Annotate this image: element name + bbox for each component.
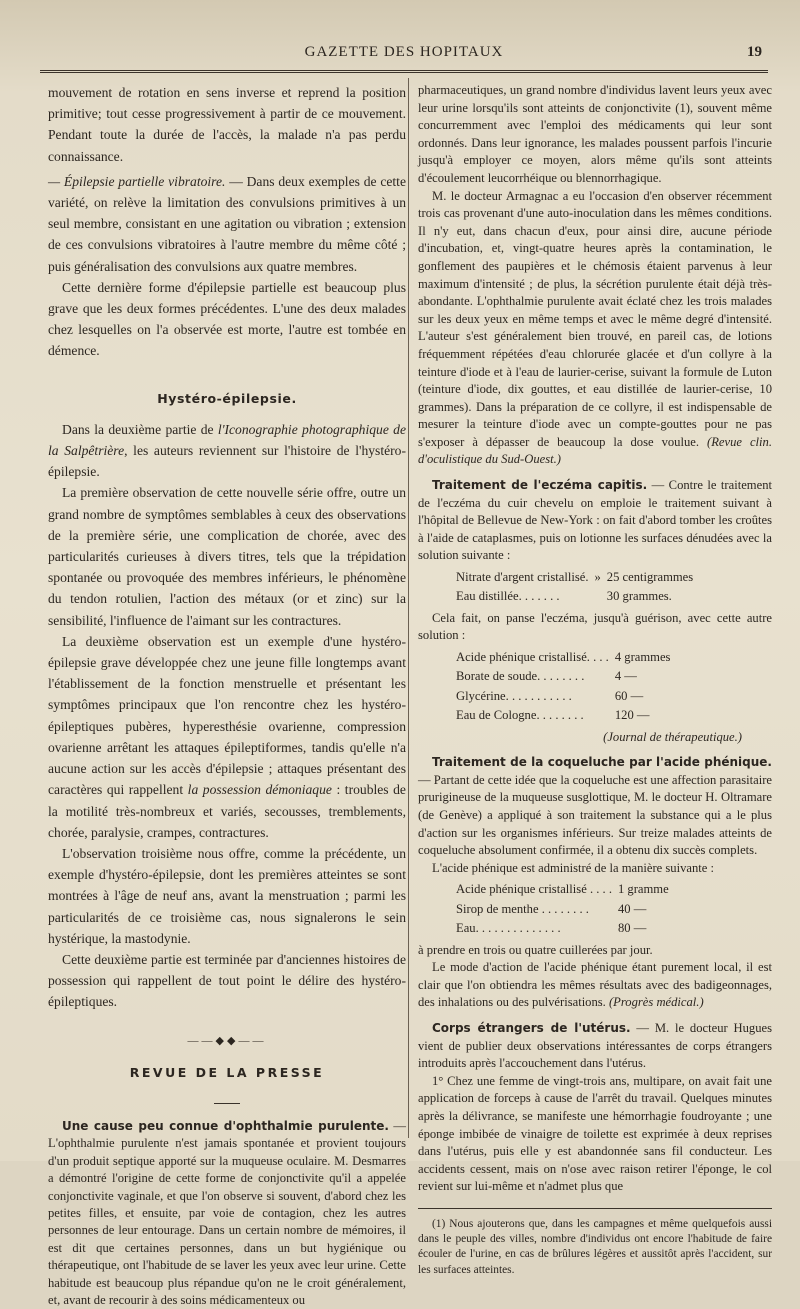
paragraph	[418, 477, 772, 565]
article-lead: Corps étrangers de l'utérus.	[432, 1021, 631, 1035]
formula-ingredient: Sirop de menthe . . . . . . . .	[456, 901, 589, 916]
formula-quantity: 40 —	[617, 901, 647, 916]
formula-ingredient: Eau. . . . . . . . . . . . . .	[456, 921, 561, 936]
paragraph	[48, 1118, 406, 1309]
formula-row	[456, 920, 673, 937]
paragraph-body: — Dans deux exemples de cette variété, on relève la limitation des convulsions primitives à un seul membre, consistant en une agitation ou vibration ; extension de ces convulsions vibratoires à l'autre membre du même côté ; puis généralisation des convulsions aux quatre membres.	[48, 173, 406, 274]
source-citation: (Progrès médical.)	[608, 995, 704, 1010]
formula-ingredient: Nitrate d'argent cristallisé.	[456, 570, 589, 585]
formula-ingredient: Acide phénique cristallisé . . . .	[456, 882, 612, 897]
formula-quantity: 25 centigrammes	[606, 570, 694, 585]
paragraph: à prendre en trois ou quatre cuillerées par jour.	[418, 942, 653, 957]
text-run: M. le docteur Armagnac a eu l'occasion d'en observer récemment trois cas provenant d'une auto-inoculation dans les mêmes conditions. Il n'y eut, dans chacun d'eux, pour ainsi dire, aucune période d'incubation, et, vingt-quatre heures après la contamination, le gonflement des paupières et le chémosis étaient parvenus à leur maximum d'intensité ; de plus, la sécrétion purulente était déjà très-abondante. L'ophthalmie purulente avait éclaté chez les trois malades sur les deux yeux en même temps et avec le même degré d'intensité. L'auteur s'est généralement bien trouvé, en pareil cas, de lotions fréquemment répétées d'eau chlorurée glacée et d'un collyre à la teinture d'iode et à l'eau de laurier-cerise, suivant la formule de Luton (teinture d'iode, dix gouttes, et eau distillée de laurier-cerise, 10 grammes). Dans la préparation de ce collyre, il est indispensable de mesurer la teinture d'iode avec un compte-gouttes pour ne pas s'exposer à dépasser de beaucoup la dose voulue.	[418, 188, 772, 449]
paragraph-body: — M. le docteur Hugues vient de publier deux observations intéressantes de corps étrangers introduits après l'accouchement dans l'utérus.	[418, 1021, 772, 1071]
formula-table	[454, 647, 676, 727]
formula-quantity: 4 —	[614, 669, 637, 684]
footnote: (1) Nous ajouterons que, dans les campagnes et même quelquefois aussi dans le peuple des villes, nombre d'individus ont encore l'habitude de faire écouler de l'urine, en cas de brûlures légères et aussitôt après l'accident, sur les surfaces atteintes.	[418, 1217, 772, 1276]
formula-row	[456, 649, 674, 666]
section-heading: REVUE DE LA PRESSE	[129, 1064, 325, 1080]
column-divider	[408, 78, 409, 1138]
text-run: Le mode d'action de l'acide phénique étant purement local, il est clair que l'on obtiendra les mêmes résultats avec des badigeonnages, des inhalations ou des pulvérisations.	[418, 960, 772, 1010]
text-run: La deuxième observation est un exemple d'une hystéro-épilepsie grave développée chez une jeune fille longtemps avant l'établissement de la fonction menstruelle et présentant les symptômes principaux que l'on rencontre chez les hystéro-épileptiques pubères, hyperesthésie ovarienne, compression ovarienne arrêtant les attaques épileptiformes, tandis qu'elle n'a aucune action sur les accès d'épilepsie ; attaques présentant des caractères qui rappellent	[48, 633, 406, 798]
italic-phrase: la possession démoniaque	[187, 782, 332, 798]
article-lead: Traitement de la coqueluche par l'acide phénique.	[432, 755, 772, 770]
left-column	[48, 82, 406, 1309]
paragraph	[418, 188, 772, 470]
section-heading: Hystéro-épilepsie.	[157, 390, 297, 406]
formula-row	[456, 707, 674, 724]
paragraph-title: — Épilepsie partielle vibratoire.	[48, 173, 226, 189]
formula-quantity: 1 gramme	[617, 882, 669, 897]
formula-quantity: 80 —	[617, 921, 647, 936]
paragraph	[418, 959, 772, 1012]
formula-row	[456, 668, 674, 685]
formula-separator	[594, 588, 604, 605]
paragraph: La première observation de cette nouvelle série offre, outre un grand nombre de symptômes semblables à ceux des observations de la première série, une complication de chorée, avec des particularités curieuses à divers titres, tels que la trépidation spontanée ou provoquée des membres inférieurs, le phénomène du tendon rotulien, l'action des métaux (or et zinc) sur la sensibilité, l'influence de l'aimant sur les contractures.	[48, 485, 406, 628]
formula-row	[456, 688, 674, 705]
formula-ingredient: Eau de Cologne. . . . . . . .	[456, 708, 584, 723]
paragraph: Cela fait, on panse l'eczéma, jusqu'à guérison, avec cette autre solution :	[418, 610, 772, 643]
formula-table	[454, 879, 675, 939]
formula-ingredient: Acide phénique cristallisé. . . .	[456, 650, 609, 665]
paragraph: L'acide phénique est administré de la manière suivante :	[432, 860, 715, 875]
paragraph-body: — L'ophthalmie purulente n'est jamais spontanée et provient toujours d'un produit septique apporté sur la muqueuse oculaire. M. Desmarres a démontré l'origine de cette forme de conjonctivite qu'il a appelée conjonctivite vaginale, et que l'on observe si souvent, d'abord chez les petites filles, et ensuite, par voie de contagion, chez les autres personnes de leur entourage. Dans un certain nombre de mémoires, il est dit que certaines personnes, dans un but hygiénique ou thérapeutique, ont l'habitude de se laver les yeux avec leur urine. Cette habitude est beaucoup plus répandue qu'on ne le croit généralement, et, avant de recourir à des soins médicamenteux ou	[48, 1118, 406, 1307]
article-lead: Traitement de l'eczéma capitis.	[432, 478, 648, 493]
paragraph: L'observation troisième nous offre, comme la précédente, un exemple d'hystéro-épilepsie, dont les premières atteintes se sont montrées à l'âge de neuf ans, avant la menstruation ; parmi les particularités de ce troisième cas, nous signalerons le sein hystérique, la mastodynie.	[48, 845, 406, 946]
journal-title: GAZETTE DES HOPITAUX	[304, 44, 504, 60]
formula-ingredient: Glycérine. . . . . . . . . . .	[456, 688, 572, 703]
source-citation: (Revue clin. d'oculistique du Sud-Ouest.)	[418, 434, 772, 467]
paragraph-body: — Contre le traitement de l'eczéma du cuir chevelu on emploie le traitement suivant à l'hôpital de Bellevue de New-York : on fait d'abord tomber les croûtes à l'aide de cataplasmes, puis on lotionne les surfaces dénudées avec la solution suivante :	[418, 478, 772, 563]
right-column	[418, 82, 772, 1278]
formula-quantity: 4 grammes	[614, 650, 671, 665]
formula-row	[456, 569, 697, 586]
text-run: , les auteurs reviennent sur l'histoire de l'hystéro-épilepsie.	[48, 443, 406, 480]
paragraph	[418, 1020, 772, 1073]
formula-quantity: 30 grammes.	[606, 589, 672, 604]
formula-row	[456, 901, 673, 918]
paragraph	[48, 631, 406, 843]
paragraph: pharmaceutiques, un grand nombre d'individus lavent leurs yeux avec leur urine lorsqu'ils sont atteints de conjonctivite (1), souvent même concurremment avec l'emploi des médicaments qui leur sont ordonnés. Dans leur ignorance, les malades poussent parfois l'incurie jusqu'à employer ce moyen, alors même qu'ils sont atteints d'écoulement leucorrhéique ou blennorrhagique.	[418, 83, 772, 185]
header-rule	[40, 70, 768, 73]
text-run: : troubles de la motilité très-nombreux et variés, secousses, tremblements, chorée, paralysie, crampes, contractures.	[48, 782, 406, 840]
formula-ingredient: Eau distillée. . . . . . .	[456, 589, 560, 604]
ornament-divider: ——◆◆——	[187, 1034, 267, 1047]
formula-separator: »	[594, 570, 601, 585]
text-run: Dans la deuxième partie de	[62, 421, 218, 437]
page-number: 19	[747, 44, 762, 60]
footnote-rule	[418, 1208, 772, 1209]
formula-row	[456, 588, 697, 605]
article-lead: Une cause peu connue d'ophthalmie purulente.	[62, 1118, 389, 1133]
paragraph: Cette deuxième partie est terminée par d'anciennes histoires de possession qui rappellent de tout point le délire des hystéro-épileptiques.	[48, 951, 406, 1010]
formula-ingredient: Borate de soude. . . . . . . .	[456, 669, 585, 684]
paragraph	[418, 754, 772, 860]
page-header	[40, 44, 768, 68]
source-citation: (Journal de thérapeutique.)	[603, 729, 742, 744]
paragraph	[48, 171, 406, 277]
paragraph: Cette dernière forme d'épilepsie partielle est beaucoup plus grave que les deux formes précédentes. L'une des deux malades chez lesquelles on l'a observée est morte, l'autre est tombée en démence.	[48, 279, 406, 359]
paragraph	[48, 419, 406, 483]
italic-title: l'Iconographie photographique de la Salpêtrière	[48, 421, 406, 459]
paragraph: mouvement de rotation en sens inverse et reprend la position primitive; tout cesse progressivement à partir de ce mouvement. Pendant toute la durée de l'accès, la malade n'a pas perdu connaissance.	[48, 85, 406, 164]
formula-table	[454, 567, 699, 608]
formula-quantity: 60 —	[614, 688, 644, 703]
formula-row	[456, 881, 673, 898]
paragraph-body: — Partant de cette idée que la coqueluche est une affection parasitaire prurigineuse de la muqueuse susglottique, M. le docteur H. Oltramare (de Genève) a appliqué à son traitement la substance qui a le plus d'action sur les organismes inférieurs. Sur treize malades atteints de coqueluche absolument confirmée, il a obtenu dix succès complets.	[418, 772, 772, 858]
paragraph: 1° Chez une femme de vingt-trois ans, multipare, on avait fait une application de forceps à cause de l'arrêt du travail. Quelques minutes après la délivrance, se manifeste une hémorrhagie foudroyante ; une éponge imbibée de vinaigre de toilette est exprimée à deux reprises dans l'utérus, puis elle y est abandonnée sans fil conducteur. Les accidents cessent, mais on n'ose avec raison retirer l'éponge, le col revient sur lui-même et n'admet plus que	[418, 1073, 772, 1194]
formula-quantity: 120 —	[614, 708, 650, 723]
divider	[214, 1103, 240, 1104]
